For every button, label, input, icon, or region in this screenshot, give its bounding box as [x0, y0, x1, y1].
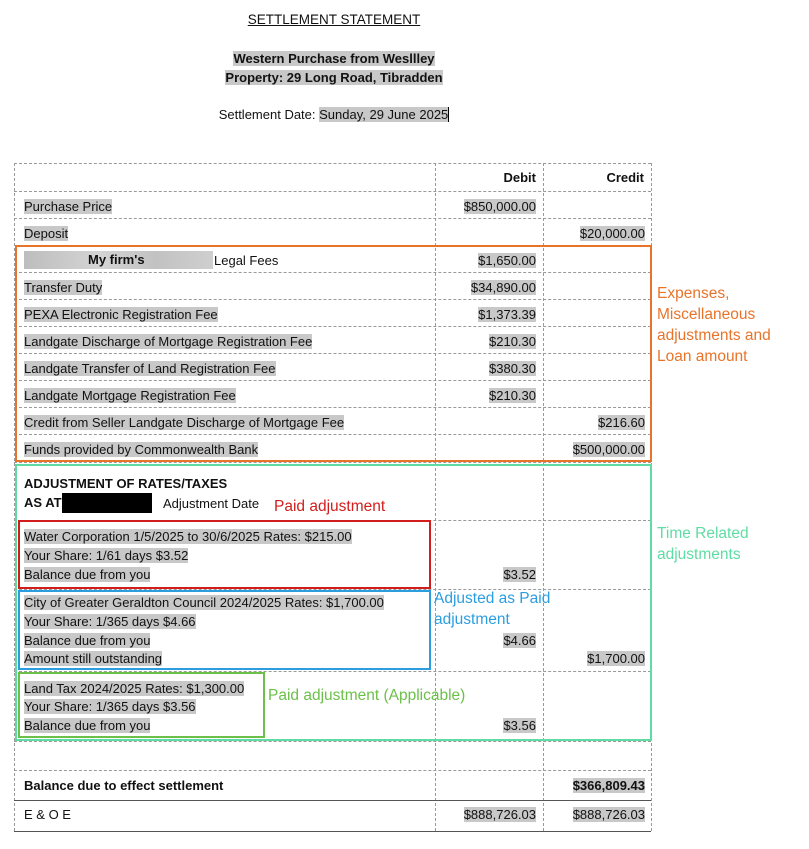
- row-debit-transfer-fee: $380.30: [489, 361, 536, 376]
- credit-column-header: Credit: [606, 170, 644, 185]
- settlement-date-line: [0, 107, 668, 122]
- land-tax-debit: $3.56: [503, 718, 536, 733]
- settlement-date-field[interactable]: Sunday, 29 June 2025: [319, 107, 449, 122]
- balance-label: Balance due to effect settlement: [24, 778, 224, 793]
- row-label-seller-credit: Credit from Seller Landgate Discharge of Mortgage Fee: [24, 415, 345, 430]
- paid-adjustment-box: [18, 520, 431, 589]
- adjustment-date-label: Adjustment Date: [163, 496, 260, 511]
- expenses-box: [15, 245, 652, 462]
- water-debit: $3.52: [503, 567, 536, 582]
- eoe-credit: $888,726.03: [572, 807, 645, 822]
- document-title: SETTLEMENT STATEMENT: [247, 12, 421, 27]
- row-label-firm: My firm's: [88, 252, 145, 267]
- property-line: Property: 29 Long Road, Tibradden: [225, 70, 443, 85]
- time-related-annotation: Time Related adjustments: [657, 525, 749, 563]
- expenses-annotation: Expenses, Miscellaneous adjustments and Loan amount: [657, 285, 771, 365]
- paid-applicable-box: [18, 672, 265, 738]
- as-at-label: AS AT: [24, 495, 62, 510]
- row-label-pexa-fee: PEXA Electronic Registration Fee: [24, 307, 218, 322]
- council-credit: $1,700.00: [587, 651, 645, 666]
- settlement-date-label: Settlement Date:: [218, 107, 320, 122]
- row-label-transfer-fee: Landgate Transfer of Land Registration Fee: [24, 361, 276, 376]
- adjusted-as-paid-annotation: Adjusted as Paid adjustment: [434, 590, 551, 628]
- eoe-label: E & O E: [24, 807, 71, 822]
- balance-credit: $366,809.43: [572, 778, 645, 793]
- row-debit-transfer-duty: $34,890.00: [470, 280, 536, 295]
- row-label-purchase-price: Purchase Price: [24, 199, 113, 214]
- row-debit-purchase-price: $850,000.00: [463, 199, 536, 214]
- row-debit-mortgage-fee: $210.30: [489, 388, 536, 403]
- row-label-transfer-duty: Transfer Duty: [24, 280, 103, 295]
- row-debit-legal-fees: $1,650.00: [478, 253, 536, 268]
- eoe-debit: $888,726.03: [463, 807, 536, 822]
- paid-applicable-annotation: Paid adjustment (Applicable): [268, 687, 466, 704]
- purchase-line: Western Purchase from Wesllley: [233, 51, 435, 66]
- debit-column-header: Debit: [503, 170, 536, 185]
- row-credit-deposit: $20,000.00: [579, 226, 645, 241]
- row-label-legal-fees: Legal Fees: [214, 253, 279, 268]
- council-debit: $4.66: [503, 633, 536, 648]
- row-debit-discharge-fee: $210.30: [489, 334, 536, 349]
- adjusted-as-paid-box: [18, 590, 431, 670]
- row-label-discharge-fee: Landgate Discharge of Mortgage Registration Fee: [24, 334, 313, 349]
- row-label-deposit: Deposit: [24, 226, 69, 241]
- text-cursor: [448, 107, 449, 122]
- row-debit-pexa-fee: $1,373.39: [478, 307, 536, 322]
- paid-adjustment-annotation: Paid adjustment: [274, 498, 386, 515]
- row-credit-bank-funds: $500,000.00: [572, 442, 645, 457]
- row-label-bank-funds: Funds provided by Commonwealth Bank: [24, 442, 259, 457]
- row-label-mortgage-fee: Landgate Mortgage Registration Fee: [24, 388, 236, 403]
- row-credit-seller-credit: $216.60: [598, 415, 645, 430]
- adjustments-heading: ADJUSTMENT OF RATES/TAXES: [24, 476, 228, 491]
